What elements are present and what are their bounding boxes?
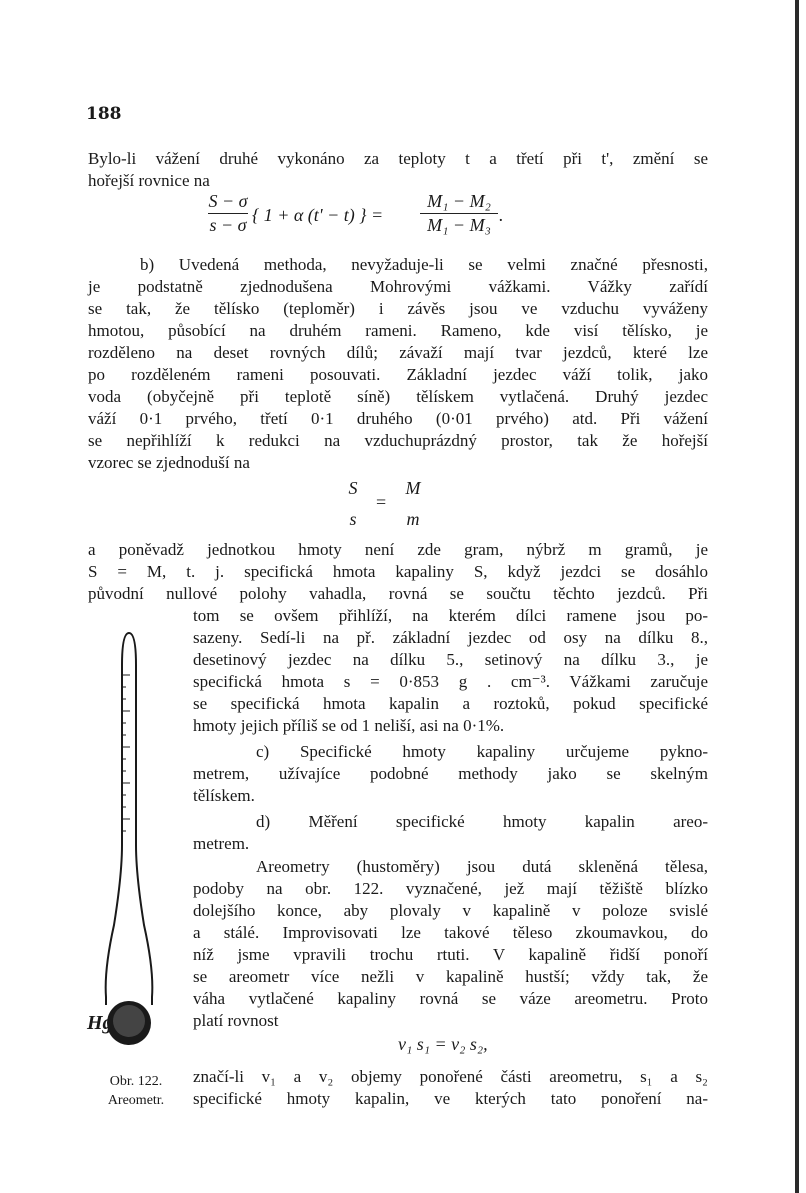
fraction-gap (398, 499, 428, 509)
text-line: hmoty jejich příliš se od 1 neliší, asi na 0·1%. (193, 716, 505, 735)
text-line: značí-li v₁ a v₂ objemy ponořené části areometru, s₁ a s₂ (193, 1067, 708, 1086)
text-line: dolejšího konce, aby plovaly v kapalině v poloze svislé (193, 901, 708, 920)
text-line: je podstatně zjednodušena Mohrovými vážkami. Vážky zařídí (88, 277, 708, 296)
text-line: vzorec se zjednoduší na (88, 453, 250, 472)
text-line: Areometry (hustoměry) jsou dutá skleněná tělesa, (256, 857, 708, 876)
text-line: se tak, že tělísko (teploměr) i závěs jsou ve vzduchu vyváženy (88, 299, 708, 318)
text-line: podoby na obr. 122. vyznačené, jež mají těžiště blízko (193, 879, 708, 898)
figure-caption-number: Obr. 122. (109, 1074, 163, 1089)
areometer-figure (96, 625, 168, 1055)
text-line: tom se ovšem přihlíží, na kterém dílci ramene jsou po- (193, 606, 708, 625)
fraction-bar (208, 213, 248, 214)
text-line: a stálé. Improvisovati lze takové těleso zkoumavkou, do (193, 923, 708, 942)
fraction-denominator: s − σ (209, 215, 247, 235)
mercury-label: Hg (87, 1012, 113, 1034)
formula1-right-fraction (420, 191, 498, 236)
areometer-outline-left (106, 665, 122, 1005)
page-number: 188 (86, 104, 122, 124)
fraction-denominator: M₁ − M₃ (427, 215, 491, 235)
page-edge-shadow (795, 0, 799, 1193)
fraction-denominator: m (406, 509, 420, 529)
formula3: v₁ s₁ = v₂ s₂, (398, 1034, 488, 1054)
text-line: b) Uvedená methoda, nevyžaduje-li se velmi značné přesnosti, (140, 255, 708, 274)
text-line: d) Měření specifické hmoty kapalin areo- (256, 812, 708, 831)
text-line: specifické hmoty kapalin, ve kterých tato ponoření na- (193, 1089, 708, 1108)
formula2-left-fraction (340, 478, 366, 530)
fraction-numerator: S − σ (208, 191, 248, 211)
fraction-numerator: S (348, 478, 358, 498)
text-line: specifická hmota s = 0·853 g . cm⁻³. Vážkami zaručuje (193, 672, 708, 691)
text-line: se areometr více nežli v kapalině hustší; vždy tak, že (193, 967, 708, 986)
text-line: platí rovnost (193, 1011, 279, 1030)
formula2-equals: = (376, 492, 387, 512)
text-line: metrem, užívajíce podobné methody jako se skelným (193, 764, 708, 783)
fraction-gap (340, 499, 366, 509)
text-line: rozděleno na deset rovných dílů; závaží mají tvar jezdců, které lze (88, 343, 708, 362)
text-line: původní nullové polohy vahadla, rovná se součtu těchto jezdců. Při (88, 584, 708, 603)
text-line: c) Specifické hmoty kapaliny určujeme pykno- (256, 742, 708, 761)
text-line: S = M, t. j. specifická hmota kapaliny S, když jezdci se dosáhlo (88, 562, 708, 581)
formula1-middle: { 1 + α (t' − t) } = (252, 205, 384, 225)
text-line: po rozděleném rameni posouvati. Základní jezdec váží tolik, jako (88, 365, 708, 384)
figure-caption-title: Areometr. (107, 1093, 165, 1108)
text-line: tělískem. (193, 786, 255, 805)
text-line: sazeny. Sedí-li na př. základní jezdec od osy na dílku 8., (193, 628, 708, 647)
text-line: desetinový jezdec na dílku 5., setinový na dílku 3., je (193, 650, 708, 669)
text-line: hořejší rovnice na (88, 171, 210, 190)
text-line: hmotou, působící na druhém rameni. Rameno, kde visí tělísko, je (88, 321, 708, 340)
text-line: váží 0·1 prvého, třetí 0·1 druhého (0·01 prvého) atd. Při vážení (88, 409, 708, 428)
text-line: Bylo-li vážení druhé vykonáno za teploty t a třetí při t', změní se (88, 149, 708, 168)
text-line: metrem. (193, 834, 250, 853)
text-line: voda (obyčejně při teplotě síně) tělískem vytlačená. Druhý jezdec (88, 387, 708, 406)
fraction-denominator: s (349, 509, 357, 529)
text-line: níž jsme vpravili trochu rtuti. V kapalině řidší ponoří (193, 945, 708, 964)
text-line: se nepřihlíží k redukci na vzduchuprázdný prostor, tak že hořejší (88, 431, 708, 450)
formula1-left-fraction (208, 191, 248, 236)
formula1-end: . (499, 205, 504, 225)
text-line: a poněvadž jednotkou hmoty není zde gram, nýbrž m gramů, je (88, 540, 708, 559)
fraction-bar (420, 213, 498, 214)
formula2-right-fraction (398, 478, 428, 530)
text-line: se specifická hmota kapalin a roztoků, pokud specifické (193, 694, 708, 713)
fraction-numerator: M₁ − M₂ (427, 191, 491, 211)
text-line: váha vytlačené kapaliny rovná se váze areometru. Proto (193, 989, 708, 1008)
fraction-numerator: M (405, 478, 421, 498)
mercury-bulb-highlight (113, 1005, 145, 1037)
scale-ticks (122, 675, 130, 831)
